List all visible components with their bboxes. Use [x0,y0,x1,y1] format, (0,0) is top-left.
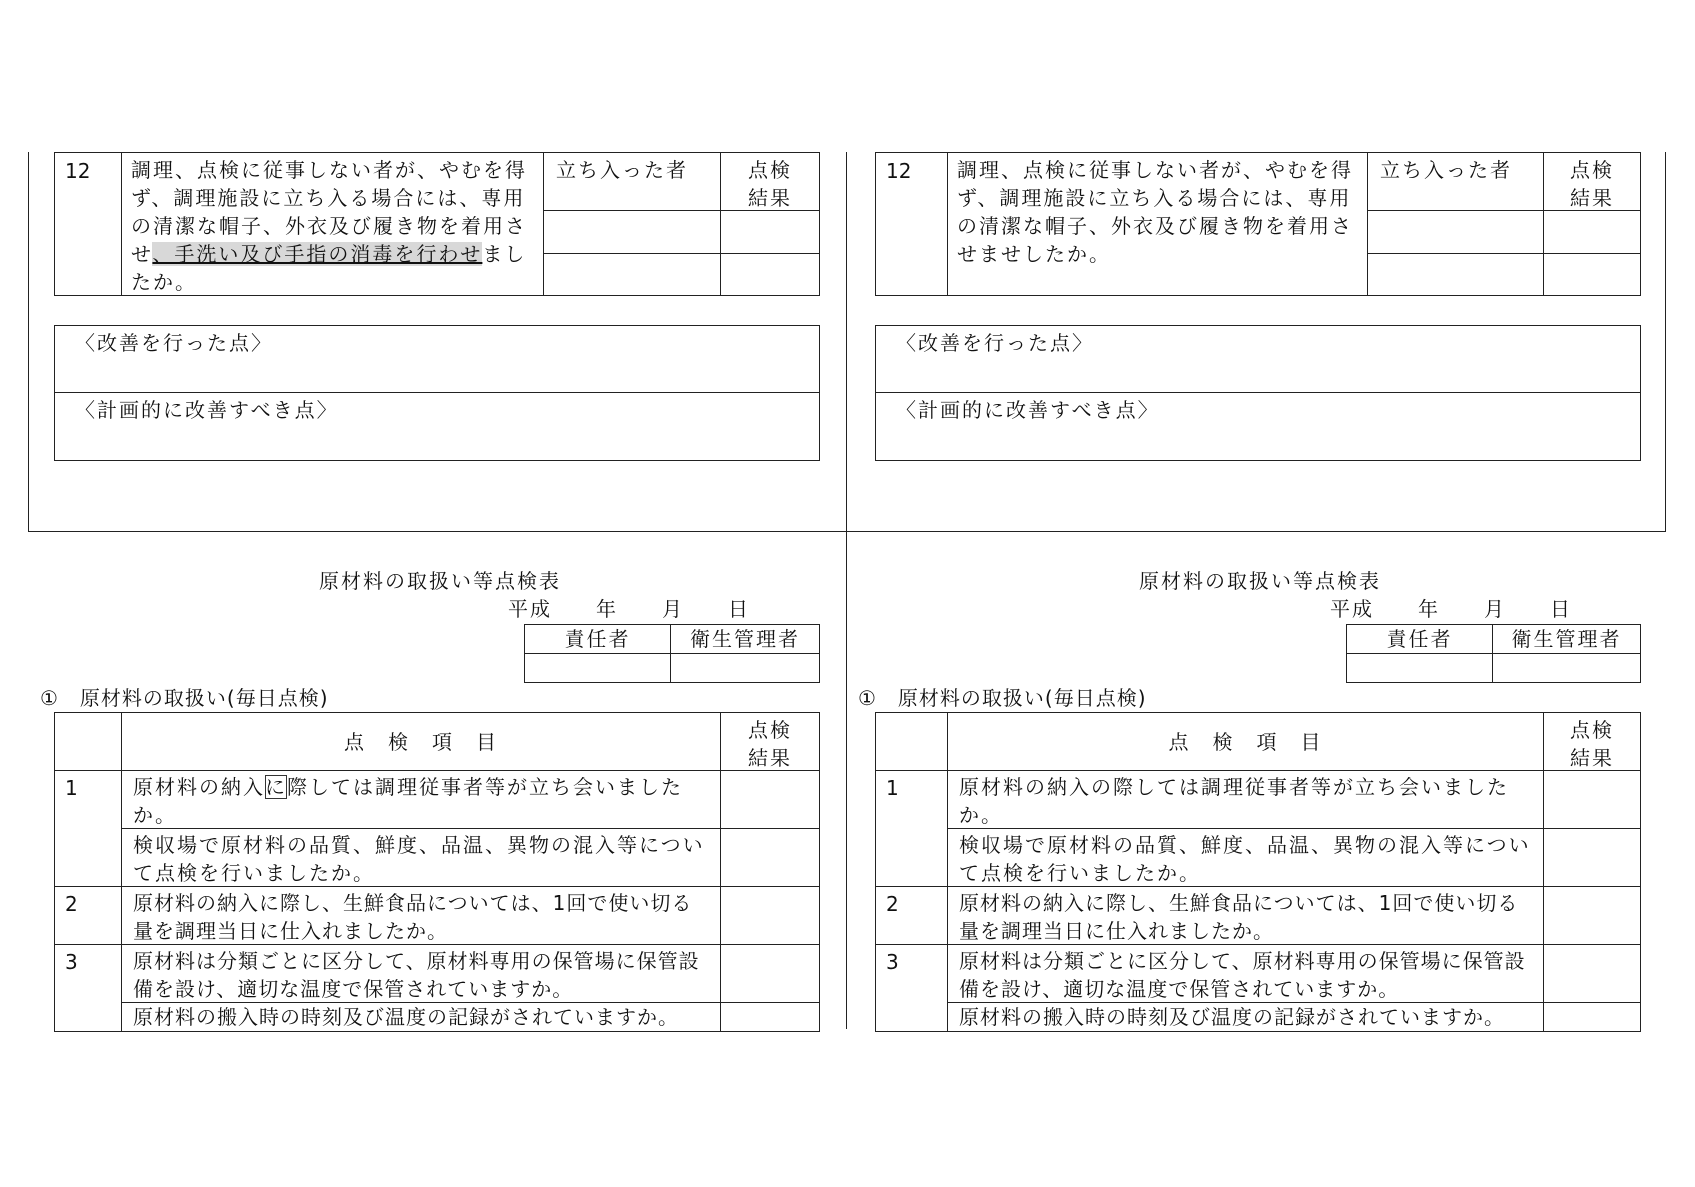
row-2-result[interactable] [721,887,819,945]
row-3-result[interactable] [721,945,819,1003]
checklist-header-item-right: 点 検 項 目 [948,713,1544,771]
checklist-header-no [55,713,122,771]
row-1b-text-right: 検収場で原材料の品質、鮮度、品温、異物の混入等について点検を行いましたか。 [948,829,1544,887]
hygiene-manager-label: 衛生管理者 [671,625,819,654]
page-left-border [28,152,29,531]
item12-highlighted-text: 、手洗い及び手指の消毒を行わせ [152,242,483,266]
item12-result-label-right: 点検結果 [1544,153,1640,211]
item12-entrant-cell-2-right[interactable] [1368,254,1544,295]
item12-table-right [875,152,1641,296]
row-3-number: 3 [55,945,122,1031]
row-1b-text: 検収場で原材料の品質、鮮度、品温、異物の混入等について点検を行いましたか。 [122,829,721,887]
item12-result-cell-1-right[interactable] [1544,211,1640,254]
row-1-text-cursor: に [265,775,287,799]
manager-sign-cell-right[interactable] [1347,654,1493,682]
item12-result-cell-2-right[interactable] [1544,254,1640,295]
sheet-title-right: 原材料の取扱い等点検表 [1139,569,1381,593]
row-2-text-right: 原材料の納入に際し、生鮮食品については、1回で使い切る量を調理当日に仕入れましたか。 [948,887,1544,945]
row-1-number-right: 1 [876,771,948,887]
page-right-border [1665,152,1666,531]
item12-number: 12 [55,153,122,295]
section-heading-right: ① 原材料の取扱い(毎日点検) [858,686,1147,710]
improved-points-label-right: 〈改善を行った点〉 [896,331,1094,355]
row-2-result-right[interactable] [1544,887,1640,945]
checklist-header-result: 点検結果 [721,713,819,771]
hygiene-manager-label-right: 衛生管理者 [1493,625,1640,654]
improved-points-cell-right[interactable] [876,326,1640,393]
manager-label-right: 責任者 [1347,625,1493,654]
sheet-date: 平成 年 月 日 [508,597,750,621]
hygiene-manager-sign-cell[interactable] [671,654,819,682]
improved-points-label: 〈改善を行った点〉 [75,331,273,355]
row-1-text-right: 原材料の納入の際しては調理従事者等が立ち会いましたか。 [948,771,1544,829]
item12-entrant-label: 立ち入った者 [544,153,721,211]
checklist-header-no-right [876,713,948,771]
row-3b-text-right: 原材料の搬入時の時刻及び温度の記録がされていますか。 [948,1003,1544,1031]
item12-question-text: 調理、点検に従事しない者が、やむを得ず、調理施設に立ち入る場合には、専用の清潔な帽子、外衣及び履き物を着用させ [131,158,527,266]
page-center-divider [846,152,847,1029]
row-3b-result-right[interactable] [1544,1003,1640,1031]
improvement-box [54,325,820,461]
row-1b-result-right[interactable] [1544,829,1640,887]
planned-points-label: 〈計画的に改善すべき点〉 [75,398,339,422]
row-1-text-c: 際しては調理従事者等が立ち会いましたか。 [133,775,683,827]
improvement-box-right [875,325,1641,461]
planned-points-cell-right[interactable] [876,393,1640,460]
checklist-header-item: 点 検 項 目 [122,713,721,771]
item12-result-cell-2[interactable] [721,254,819,295]
page-middle-divider [28,531,1666,532]
item12-entrant-cell-1[interactable] [544,211,721,254]
checklist-table [54,712,820,1032]
item12-question [122,153,544,295]
improved-points-cell[interactable] [55,326,819,393]
row-1-text [122,771,721,829]
planned-points-cell[interactable] [55,393,819,460]
checklist-table-right [875,712,1641,1032]
row-3-text-right: 原材料は分類ごとに区分して、原材料専用の保管場に保管設備を設け、適切な温度で保管されていますか。 [948,945,1544,1003]
item12-result-cell-1[interactable] [721,211,819,254]
row-3b-text: 原材料の搬入時の時刻及び温度の記録がされていますか。 [122,1003,721,1031]
item12-number-right: 12 [876,153,948,295]
sign-table-right [1346,624,1641,683]
row-3-number-right: 3 [876,945,948,1031]
item12-result-label: 点検結果 [721,153,819,211]
hygiene-manager-sign-cell-right[interactable] [1493,654,1640,682]
row-3-text: 原材料は分類ごとに区分して、原材料専用の保管場に保管設備を設け、適切な温度で保管されていますか。 [122,945,721,1003]
row-2-number-right: 2 [876,887,948,945]
checklist-header-result-right: 点検結果 [1544,713,1640,771]
sheet-date-right: 平成 年 月 日 [1330,597,1572,621]
item12-question-end: ましたか。 [131,242,527,294]
item12-question-right: 調理、点検に従事しない者が、やむを得ず、調理施設に立ち入る場合には、専用の清潔な帽子、外衣及び履き物を着用させませしたか。 [948,153,1368,295]
item12-entrant-cell-2[interactable] [544,254,721,295]
row-2-number: 2 [55,887,122,945]
item12-table [54,152,820,296]
item12-entrant-label-right: 立ち入った者 [1368,153,1544,211]
row-2-text: 原材料の納入に際し、生鮮食品については、1回で使い切る量を調理当日に仕入れましたか。 [122,887,721,945]
section-heading: ① 原材料の取扱い(毎日点検) [40,686,329,710]
row-3b-result[interactable] [721,1003,819,1031]
manager-label: 責任者 [525,625,671,654]
row-1-number: 1 [55,771,122,887]
row-1b-result[interactable] [721,829,819,887]
manager-sign-cell[interactable] [525,654,671,682]
row-1-text-a: 原材料の納入 [133,775,265,799]
row-3-result-right[interactable] [1544,945,1640,1003]
sign-table [524,624,820,683]
planned-points-label-right: 〈計画的に改善すべき点〉 [896,398,1160,422]
row-1-result[interactable] [721,771,819,829]
row-1-result-right[interactable] [1544,771,1640,829]
item12-entrant-cell-1-right[interactable] [1368,211,1544,254]
sheet-title: 原材料の取扱い等点検表 [319,569,561,593]
